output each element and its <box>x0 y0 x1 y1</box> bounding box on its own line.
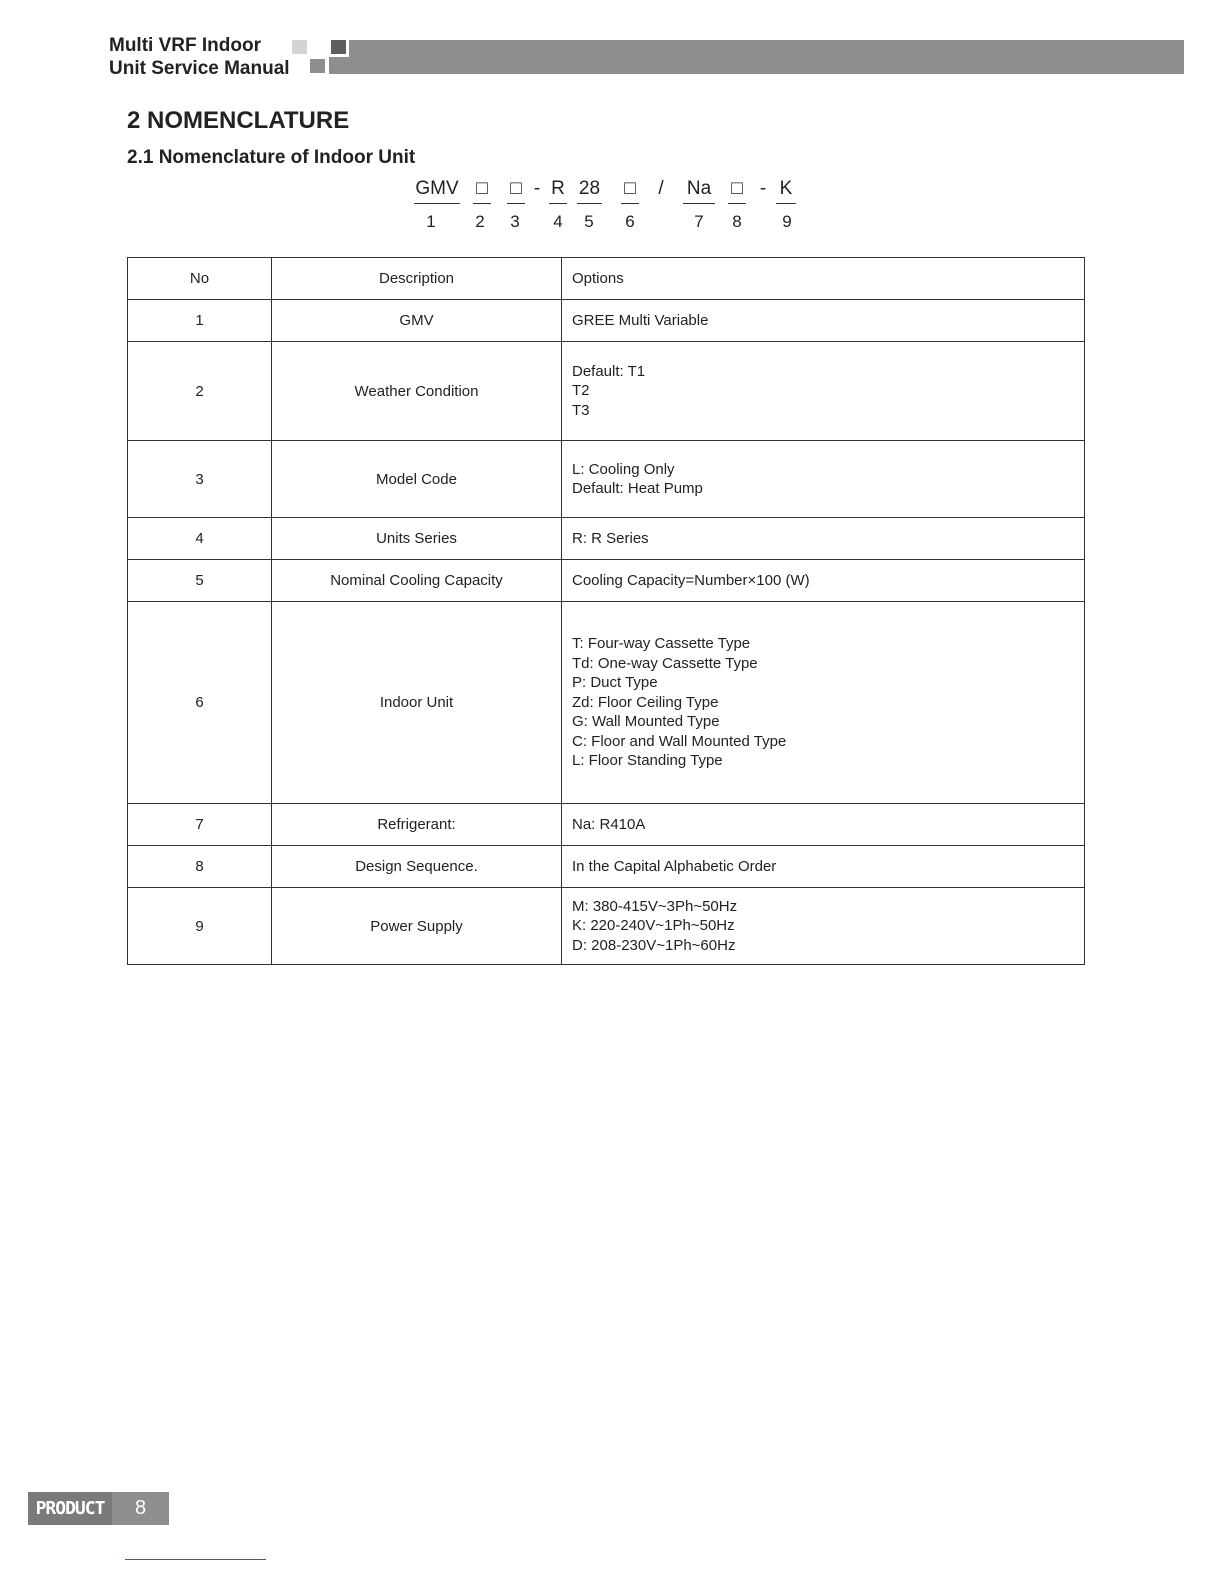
footer-label: PRODUCT <box>28 1492 112 1525</box>
code-part-7: Na <box>683 178 715 204</box>
row-description: Model Code <box>272 441 562 518</box>
code-slash: / <box>658 178 664 199</box>
code-num-1: 1 <box>426 212 436 231</box>
code-num-3: 3 <box>510 212 520 231</box>
row-description: Weather Condition <box>272 342 562 441</box>
page-number: 8 <box>134 1497 147 1519</box>
option-line: P: Duct Type <box>572 674 658 692</box>
option-line: Default: Heat Pump <box>572 480 703 497</box>
row-description: Power Supply <box>272 888 562 965</box>
header-bar <box>329 40 1184 74</box>
decor-square-mid <box>310 59 325 73</box>
code-part-gmv: GMV <box>414 178 460 204</box>
option-line: L: Floor Standing Type <box>572 752 723 770</box>
manual-title <box>109 34 290 80</box>
bottom-link-underline <box>125 1559 266 1560</box>
decor-square-dark <box>331 40 346 54</box>
row-description: Indoor Unit <box>272 602 562 804</box>
row-description: GMV <box>272 300 562 342</box>
option-line: R: R Series <box>572 529 649 547</box>
row-description: Refrigerant: <box>272 804 562 846</box>
code-part-5: 28 <box>577 178 602 204</box>
option-line: Zd: Floor Ceiling Type <box>572 693 719 711</box>
option-line: In the Capital Alphabetic Order <box>572 857 777 875</box>
table-header-row <box>128 258 1085 300</box>
table-row <box>128 300 1085 342</box>
code-num-4: 4 <box>553 212 563 231</box>
header-options: Options <box>562 258 1085 300</box>
section-subtitle: 2.1 Nomenclature of Indoor Unit <box>127 147 416 168</box>
table-row <box>128 342 1085 441</box>
option-line: K: 220-240V~1Ph~50Hz <box>572 917 735 935</box>
code-num-9: 9 <box>782 212 792 231</box>
section-title: 2 NOMENCLATURE <box>127 107 350 134</box>
code-num-8: 8 <box>732 212 742 231</box>
nomenclature-table <box>127 257 1085 965</box>
code-part-3: □ <box>507 178 525 204</box>
option-line: M: 380-415V~3Ph~50Hz <box>572 897 738 915</box>
option-line: G: Wall Mounted Type <box>572 713 720 731</box>
row-no: 1 <box>128 300 272 342</box>
row-options <box>562 602 1085 804</box>
row-no: 9 <box>128 888 272 965</box>
row-options <box>562 342 1085 441</box>
code-part-4: R <box>549 178 567 204</box>
row-options <box>562 846 1085 888</box>
table-row <box>128 804 1085 846</box>
option-line: GREE Multi Variable <box>572 311 709 329</box>
table-row <box>128 560 1085 602</box>
table-row <box>128 888 1085 965</box>
option-line: T3 <box>572 401 590 419</box>
table-row <box>128 441 1085 518</box>
code-part-8: □ <box>728 178 746 204</box>
code-sep-1: - <box>533 178 541 199</box>
row-description: Design Sequence. <box>272 846 562 888</box>
row-options <box>562 804 1085 846</box>
decor-square-light <box>292 40 307 54</box>
code-part-9: K <box>776 178 796 204</box>
option-line: C: Floor and Wall Mounted Type <box>572 732 787 750</box>
code-part-6: □ <box>621 178 639 204</box>
row-no: 7 <box>128 804 272 846</box>
manual-title-line1: Multi VRF Indoor <box>109 35 261 56</box>
option-line: Td: One-way Cassette Type <box>572 654 758 672</box>
row-no: 8 <box>128 846 272 888</box>
row-options <box>562 441 1085 518</box>
row-no: 5 <box>128 560 272 602</box>
option-line: Default: T1 <box>572 362 646 380</box>
row-options <box>562 300 1085 342</box>
row-options <box>562 560 1085 602</box>
table-row <box>128 602 1085 804</box>
row-options <box>562 888 1085 965</box>
code-num-7: 7 <box>694 212 704 231</box>
code-sep-2: - <box>759 178 767 199</box>
row-no: 2 <box>128 342 272 441</box>
code-num-5: 5 <box>584 212 594 231</box>
code-num-6: 6 <box>625 212 635 231</box>
row-no: 6 <box>128 602 272 804</box>
option-line: Cooling Capacity=Number×100 (W) <box>572 571 810 589</box>
option-line: T2 <box>572 382 590 400</box>
header-no: No <box>128 258 272 300</box>
row-options <box>562 518 1085 560</box>
row-no: 4 <box>128 518 272 560</box>
manual-title-line2: Unit Service Manual <box>109 58 290 79</box>
code-num-2: 2 <box>475 212 485 231</box>
row-no: 3 <box>128 441 272 518</box>
code-part-2: □ <box>473 178 491 204</box>
table-row <box>128 846 1085 888</box>
option-line: T: Four-way Cassette Type <box>572 635 751 653</box>
option-line: D: 208-230V~1Ph~60Hz <box>572 936 736 954</box>
option-line: L: Cooling Only <box>572 460 675 478</box>
row-description: Nominal Cooling Capacity <box>272 560 562 602</box>
option-line: Na: R410A <box>572 815 646 833</box>
row-description: Units Series <box>272 518 562 560</box>
table-row <box>128 518 1085 560</box>
header-description: Description <box>272 258 562 300</box>
